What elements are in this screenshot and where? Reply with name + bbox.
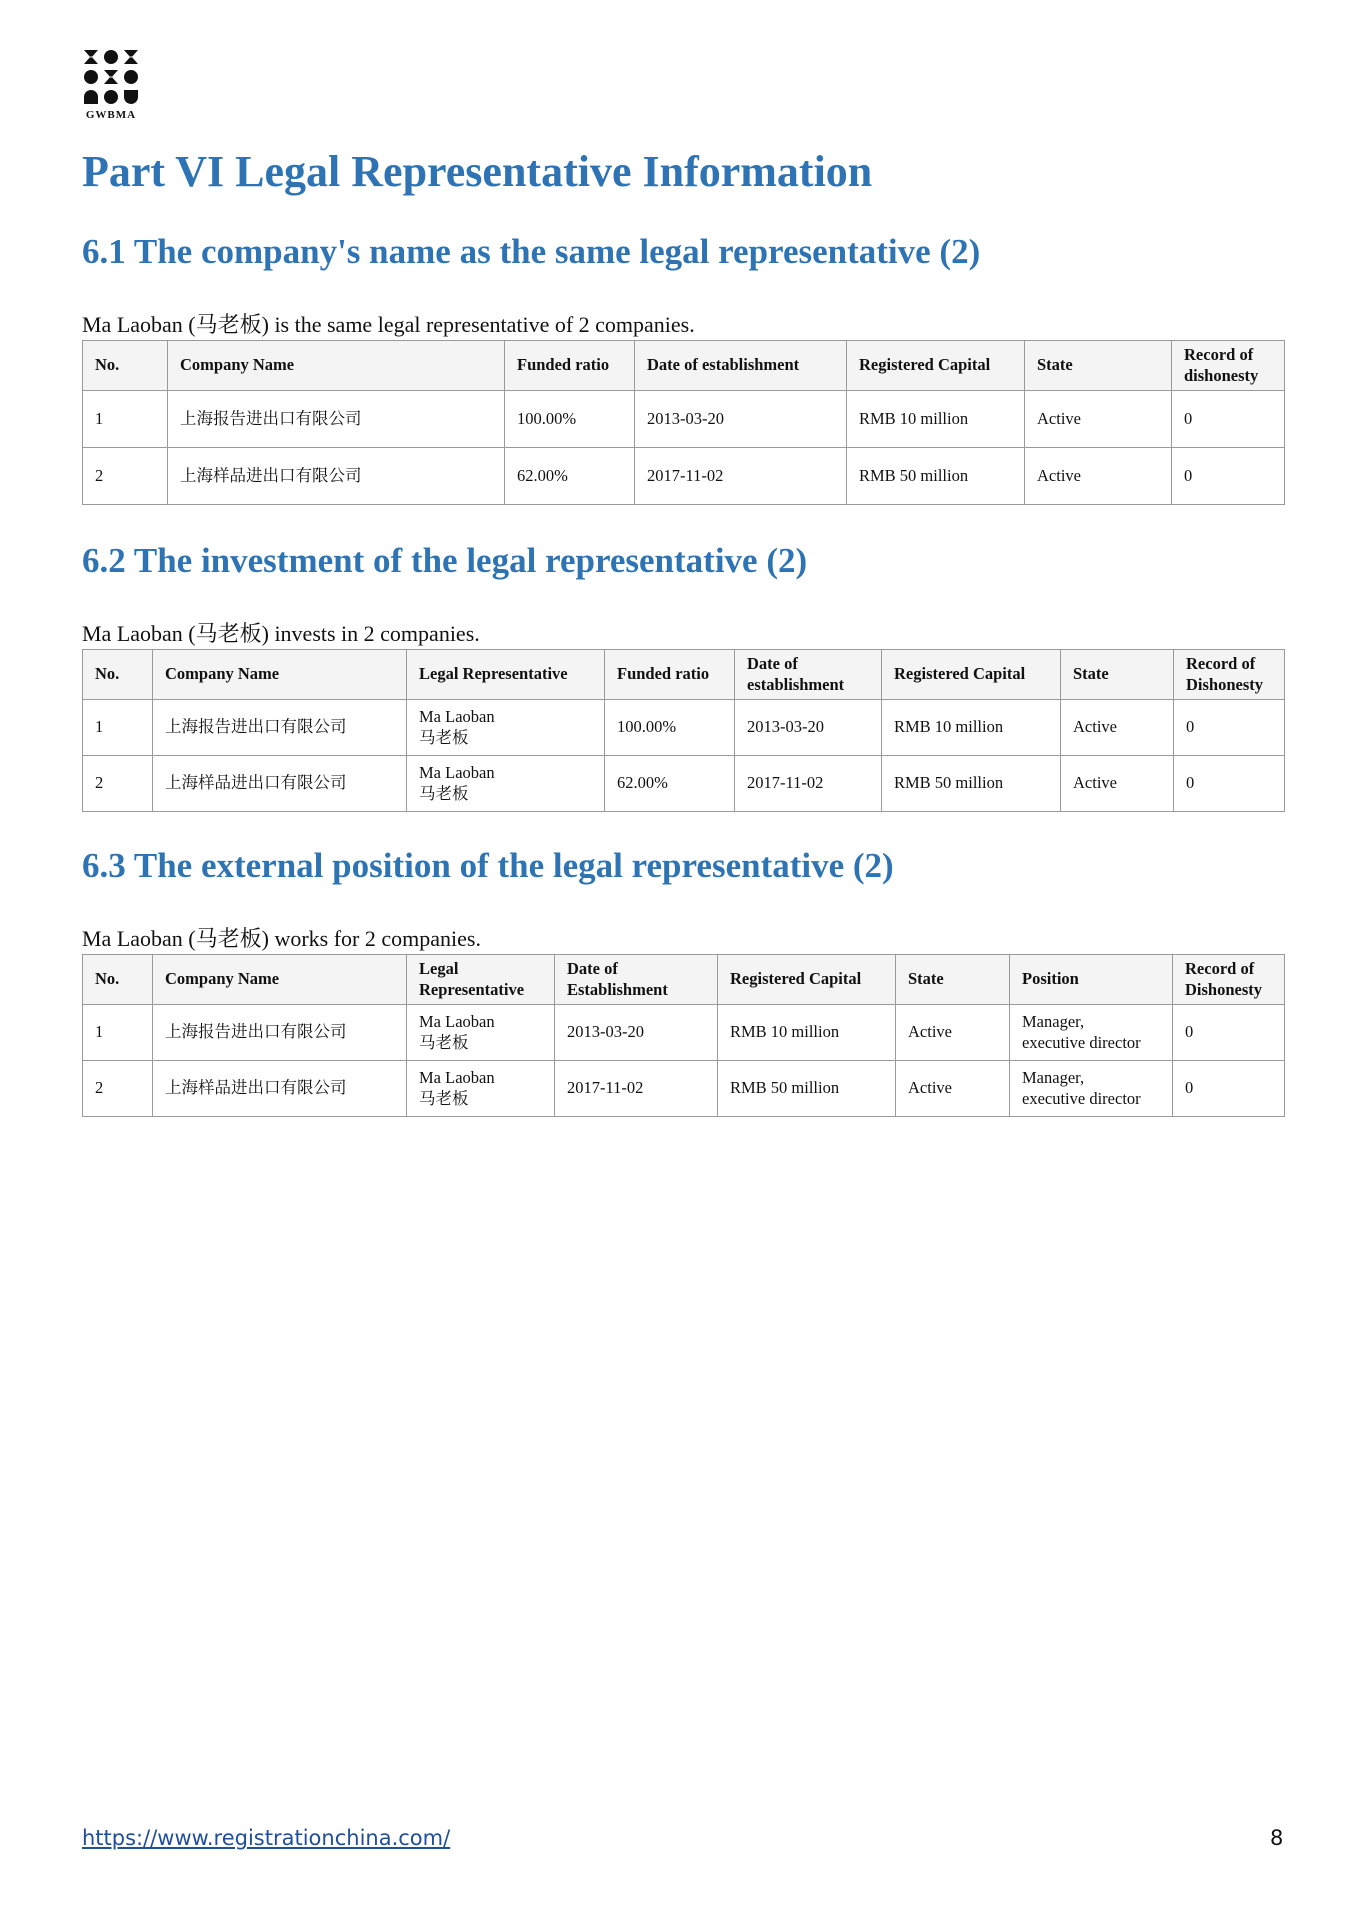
legal-rep-name: Ma Laoban: [419, 1068, 495, 1088]
part-title: Part VI Legal Representative Information: [82, 147, 873, 196]
col-header-no: No.: [83, 341, 168, 391]
table-header-row: [83, 955, 1285, 1005]
cell-registered-capital: RMB 10 million: [882, 700, 1061, 756]
table-row: [83, 1061, 1285, 1117]
cell-state: Active: [1025, 391, 1172, 448]
cell-no: 1: [83, 391, 168, 448]
col-header-registered-capital: Registered Capital: [718, 955, 896, 1005]
company-logo: [82, 48, 144, 121]
cell-date: 2013-03-20: [735, 700, 882, 756]
col-header-funded-ratio: Funded ratio: [505, 341, 635, 391]
section-6-1-heading: 6.1 The company's name as the same legal representative (2): [82, 232, 981, 271]
cell-date: 2017-11-02: [555, 1061, 718, 1117]
legal-rep-name: Ma Laoban: [419, 707, 495, 727]
cell-company-name: 上海样品进出口有限公司: [153, 756, 407, 812]
cell-state: Active: [1061, 700, 1174, 756]
position-line-1: Manager,: [1022, 1068, 1085, 1088]
cell-legal-representative: [407, 700, 605, 756]
table-row: [83, 391, 1285, 448]
cell-funded-ratio: 62.00%: [505, 448, 635, 505]
legal-rep-name-cn: 马老板: [419, 783, 469, 803]
col-header-dishonesty: Record of Dishonesty: [1173, 955, 1285, 1005]
cell-company-name: 上海报告进出口有限公司: [168, 391, 505, 448]
cell-company-name: 上海样品进出口有限公司: [153, 1061, 407, 1117]
cell-company-name: 上海报告进出口有限公司: [153, 1005, 407, 1061]
same-legal-rep-table: [82, 340, 1285, 505]
cell-dishonesty: 0: [1172, 448, 1285, 505]
col-header-legal-representative: Legal Representative: [407, 955, 555, 1005]
cell-registered-capital: RMB 50 million: [847, 448, 1025, 505]
col-header-dishonesty: Record of dishonesty: [1172, 341, 1285, 391]
gwbma-logo-icon: [82, 48, 140, 106]
cell-no: 2: [83, 1061, 153, 1117]
cell-legal-representative: [407, 1005, 555, 1061]
cell-position: [1010, 1061, 1173, 1117]
cell-registered-capital: RMB 10 million: [718, 1005, 896, 1061]
col-header-date: Date of establishment: [635, 341, 847, 391]
col-header-company-name: Company Name: [153, 955, 407, 1005]
col-header-no: No.: [83, 650, 153, 700]
external-position-table: [82, 954, 1285, 1117]
cell-company-name: 上海报告进出口有限公司: [153, 700, 407, 756]
cell-date: 2013-03-20: [555, 1005, 718, 1061]
cell-state: Active: [896, 1061, 1010, 1117]
footer-website-link[interactable]: https://www.registrationchina.com/: [82, 1826, 451, 1850]
section-6-1-intro: Ma Laoban (马老板) is the same legal representative of 2 companies.: [82, 312, 695, 337]
page-number: 8: [1270, 1826, 1284, 1850]
col-header-registered-capital: Registered Capital: [882, 650, 1061, 700]
cell-date: 2013-03-20: [635, 391, 847, 448]
table-row: [83, 448, 1285, 505]
col-header-state: State: [1025, 341, 1172, 391]
col-header-position: Position: [1010, 955, 1173, 1005]
cell-state: Active: [1025, 448, 1172, 505]
col-header-state: State: [1061, 650, 1174, 700]
investment-table: [82, 649, 1285, 812]
logo-text: GWBMA: [85, 109, 137, 121]
cell-state: Active: [896, 1005, 1010, 1061]
section-6-2-intro: Ma Laoban (马老板) invests in 2 companies.: [82, 621, 480, 646]
table-header-row: [83, 650, 1285, 700]
col-header-no: No.: [83, 955, 153, 1005]
legal-rep-name-cn: 马老板: [419, 727, 469, 747]
legal-rep-name: Ma Laoban: [419, 1012, 495, 1032]
cell-position: [1010, 1005, 1173, 1061]
position-line-2: executive director: [1022, 1032, 1141, 1052]
cell-registered-capital: RMB 10 million: [847, 391, 1025, 448]
col-header-funded-ratio: Funded ratio: [605, 650, 735, 700]
col-header-legal-representative: Legal Representative: [407, 650, 605, 700]
cell-legal-representative: [407, 756, 605, 812]
col-header-date: Date of establishment: [735, 650, 882, 700]
table-row: [83, 700, 1285, 756]
col-header-registered-capital: Registered Capital: [847, 341, 1025, 391]
cell-registered-capital: RMB 50 million: [718, 1061, 896, 1117]
cell-registered-capital: RMB 50 million: [882, 756, 1061, 812]
section-6-3-intro: Ma Laoban (马老板) works for 2 companies.: [82, 926, 481, 951]
cell-dishonesty: 0: [1172, 391, 1285, 448]
col-header-dishonesty: Record of Dishonesty: [1174, 650, 1285, 700]
cell-funded-ratio: 100.00%: [605, 700, 735, 756]
cell-dishonesty: 0: [1174, 756, 1285, 812]
col-header-state: State: [896, 955, 1010, 1005]
col-header-company-name: Company Name: [153, 650, 407, 700]
cell-no: 1: [83, 1005, 153, 1061]
table-header-row: [83, 341, 1285, 391]
cell-legal-representative: [407, 1061, 555, 1117]
cell-dishonesty: 0: [1174, 700, 1285, 756]
legal-rep-name-cn: 马老板: [419, 1088, 469, 1108]
cell-no: 1: [83, 700, 153, 756]
section-6-2-heading: 6.2 The investment of the legal representative (2): [82, 541, 808, 580]
cell-no: 2: [83, 448, 168, 505]
position-line-1: Manager,: [1022, 1012, 1085, 1032]
cell-dishonesty: 0: [1173, 1005, 1285, 1061]
col-header-date: Date of Establishment: [555, 955, 718, 1005]
section-6-3-heading: 6.3 The external position of the legal representative (2): [82, 846, 894, 885]
legal-rep-name-cn: 马老板: [419, 1032, 469, 1052]
cell-date: 2017-11-02: [635, 448, 847, 505]
cell-company-name: 上海样品进出口有限公司: [168, 448, 505, 505]
legal-rep-name: Ma Laoban: [419, 763, 495, 783]
cell-date: 2017-11-02: [735, 756, 882, 812]
cell-funded-ratio: 100.00%: [505, 391, 635, 448]
position-line-2: executive director: [1022, 1088, 1141, 1108]
cell-funded-ratio: 62.00%: [605, 756, 735, 812]
table-row: [83, 756, 1285, 812]
cell-state: Active: [1061, 756, 1174, 812]
cell-no: 2: [83, 756, 153, 812]
table-row: [83, 1005, 1285, 1061]
cell-dishonesty: 0: [1173, 1061, 1285, 1117]
col-header-company-name: Company Name: [168, 341, 505, 391]
